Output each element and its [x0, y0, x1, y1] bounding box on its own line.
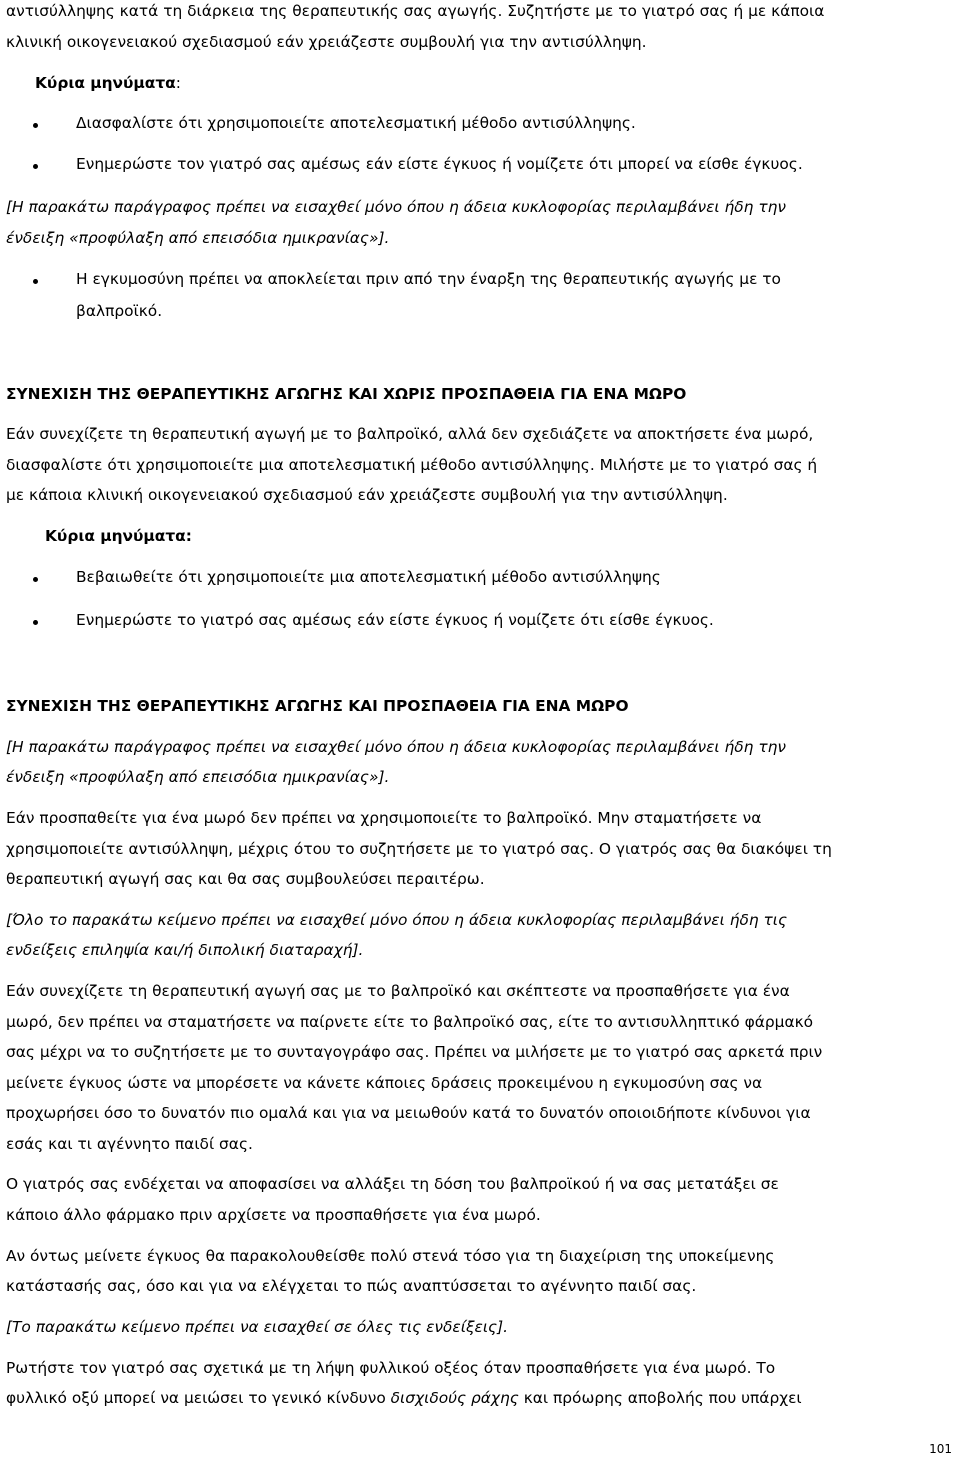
section-heading: ΣΥΝΕΧΙΣΗ ΤΗΣ ΘΕΡΑΠΕΥΤΙΚΗΣ ΑΓΩΓΗΣ ΚΑΙ ΧΩΡΙΣ ΠΡΟΣΠΑΘΕΙΑ ΓΙΑ ΕΝΑ ΜΩΡΟ: [6, 385, 687, 403]
text-line: Αν όντως μείνετε έγκυος θα παρακολουθείσθε πολύ στενά τόσο για τη διαχείριση της υποκείμενης: [6, 1247, 775, 1265]
text-line: θεραπευτική αγωγή σας και θα σας συμβουλεύσει περαιτέρω.: [6, 870, 485, 888]
italic-note: ένδειξη «προφύλαξη από επεισόδια ημικρανίας»].: [6, 229, 390, 247]
text-line: με κάποια κλινική οικογενειακού σχεδιασμού εάν χρειάζεστε συμβουλή για την αντισύλληψη.: [6, 486, 728, 504]
text-line: κλινική οικογενειακού σχεδιασμού εάν χρειάζεστε συμβουλή για την αντισύλληψη.: [6, 33, 647, 51]
text-line: προχωρήσει όσο το δυνατόν πιο ομαλά και για να μειωθούν κατά το δυνατόν οποιοιδήποτε κίνδυνοι για: [6, 1104, 811, 1122]
section-heading: ΣΥΝΕΧΙΣΗ ΤΗΣ ΘΕΡΑΠΕΥΤΙΚΗΣ ΑΓΩΓΗΣ ΚΑΙ ΠΡΟΣΠΑΘΕΙΑ ΓΙΑ ΕΝΑ ΜΩΡΟ: [6, 697, 629, 715]
key-messages-heading: Κύρια μηνύματα:: [45, 527, 192, 545]
text-line: Εάν συνεχίζετε τη θεραπευτική αγωγή με το βαλπροϊκό, αλλά δεν σχεδιάζετε να αποκτήσετε ένα μωρό,: [6, 425, 814, 443]
text-line: μωρό, δεν πρέπει να σταματήσετε να παίρνετε είτε το βαλπροϊκό σας, είτε το αντισυλληπτικό φάρμακό: [6, 1013, 814, 1031]
bullet-item-continuation: βαλπροϊκό.: [76, 302, 163, 320]
text-line: αντισύλληψης κατά τη διάρκεια της θεραπευτικής σας αγωγής. Συζητήστε με το γιατρό σας ή με κάποια: [6, 2, 825, 20]
text-line: Ο γιατρός σας ενδέχεται να αποφασίσει να αλλάξει τη δόση του βαλπροϊκού ή να σας μετατάξει σε: [6, 1175, 779, 1193]
text-line: Εάν συνεχίζετε τη θεραπευτική αγωγή σας με το βαλπροϊκό και σκέπτεστε να προσπαθήσετε για ένα: [6, 982, 790, 1000]
bullet-item: Διασφαλίστε ότι χρησιμοποιείτε αποτελεσματική μέθοδο αντισύλληψης.: [76, 114, 636, 132]
text-line: διασφαλίστε ότι χρησιμοποιείτε μια αποτελεσματική μέθοδο αντισύλληψης. Μιλήστε με το γιατρό σας ή: [6, 456, 818, 474]
italic-note: ενδείξεις επιληψία και/ή διπολική διαταραχή].: [6, 941, 364, 959]
text-line: Ρωτήστε τον γιατρό σας σχετικά με τη λήψη φυλλικού οξέος όταν προσπαθήσετε για ένα μωρό. Το: [6, 1359, 776, 1377]
bullet-item: Βεβαιωθείτε ότι χρησιμοποιείτε μια αποτελεσματική μέθοδο αντισύλληψης: [76, 568, 661, 586]
bullet-dot: [33, 620, 38, 625]
text-segment: και πρόωρης αποβολής που υπάρχει: [518, 1389, 802, 1407]
bullet-item: Ενημερώστε τον γιατρό σας αμέσως εάν είστε έγκυος ή νομίζετε ότι μπορεί να είσθε έγκυος.: [76, 155, 803, 173]
key-messages-heading: [35, 74, 181, 92]
text-line: μείνετε έγκυος ώστε να μπορέσετε να κάνετε κάποιες δράσεις προκειμένου η εγκυμοσύνη σας να: [6, 1074, 763, 1092]
bullet-dot: [33, 279, 38, 284]
text-line: κατάστασής σας, όσο και για να ελέγχεται το πώς αναπτύσσεται το αγέννητο παιδί σας.: [6, 1277, 697, 1295]
text-line: χρησιμοποιείτε αντισύλληψη, μέχρις ότου το συζητήσετε με το γιατρό σας. Ο γιατρός σας θα διακόψει τη: [6, 840, 832, 858]
text-line: [6, 1389, 802, 1407]
bullet-dot: [33, 123, 38, 128]
text-line: σας μέχρι να το συζητήσετε με το συνταγογράφο σας. Πρέπει να μιλήσετε με το γιατρό σας αρκετά πριν: [6, 1043, 823, 1061]
key-messages-colon: :: [175, 74, 181, 92]
bullet-item: Ενημερώστε το γιατρό σας αμέσως εάν είστε έγκυος ή νομίζετε ότι είσθε έγκυος.: [76, 611, 714, 629]
bullet-item: Η εγκυμοσύνη πρέπει να αποκλείεται πριν από την έναρξη της θεραπευτικής αγωγής με το: [76, 270, 781, 288]
text-segment: φυλλικό οξύ μπορεί να μειώσει το γενικό κίνδυνο: [6, 1389, 391, 1407]
italic-term: δισχιδούς ράχης: [390, 1389, 519, 1407]
italic-note: [Η παρακάτω παράγραφος πρέπει να εισαχθεί μόνο όπου η άδεια κυκλοφορίας περιλαμβάνει ήδη την: [6, 738, 786, 756]
bullet-dot: [33, 577, 38, 582]
italic-note: [Όλο το παρακάτω κείμενο πρέπει να εισαχθεί μόνο όπου η άδεια κυκλοφορίας περιλαμβάνει ήδη τις: [6, 911, 788, 929]
bullet-dot: [33, 164, 38, 169]
italic-note: [Η παρακάτω παράγραφος πρέπει να εισαχθεί μόνο όπου η άδεια κυκλοφορίας περιλαμβάνει ήδη την: [6, 198, 786, 216]
page-number: 101: [929, 1442, 952, 1456]
text-line: εσάς και τι αγέννητο παιδί σας.: [6, 1135, 253, 1153]
text-line: Εάν προσπαθείτε για ένα μωρό δεν πρέπει να χρησιμοποιείτε το βαλπροϊκό. Μην σταματήσετε να: [6, 809, 762, 827]
text-line: κάποιο άλλο φάρμακο πριν αρχίσετε να προσπαθήσετε για ένα μωρό.: [6, 1206, 541, 1224]
italic-note: ένδειξη «προφύλαξη από επεισόδια ημικρανίας»].: [6, 768, 390, 786]
key-messages-label: Κύρια μηνύματα: [35, 74, 176, 92]
italic-note: [Το παρακάτω κείμενο πρέπει να εισαχθεί σε όλες τις ενδείξεις].: [6, 1318, 508, 1336]
